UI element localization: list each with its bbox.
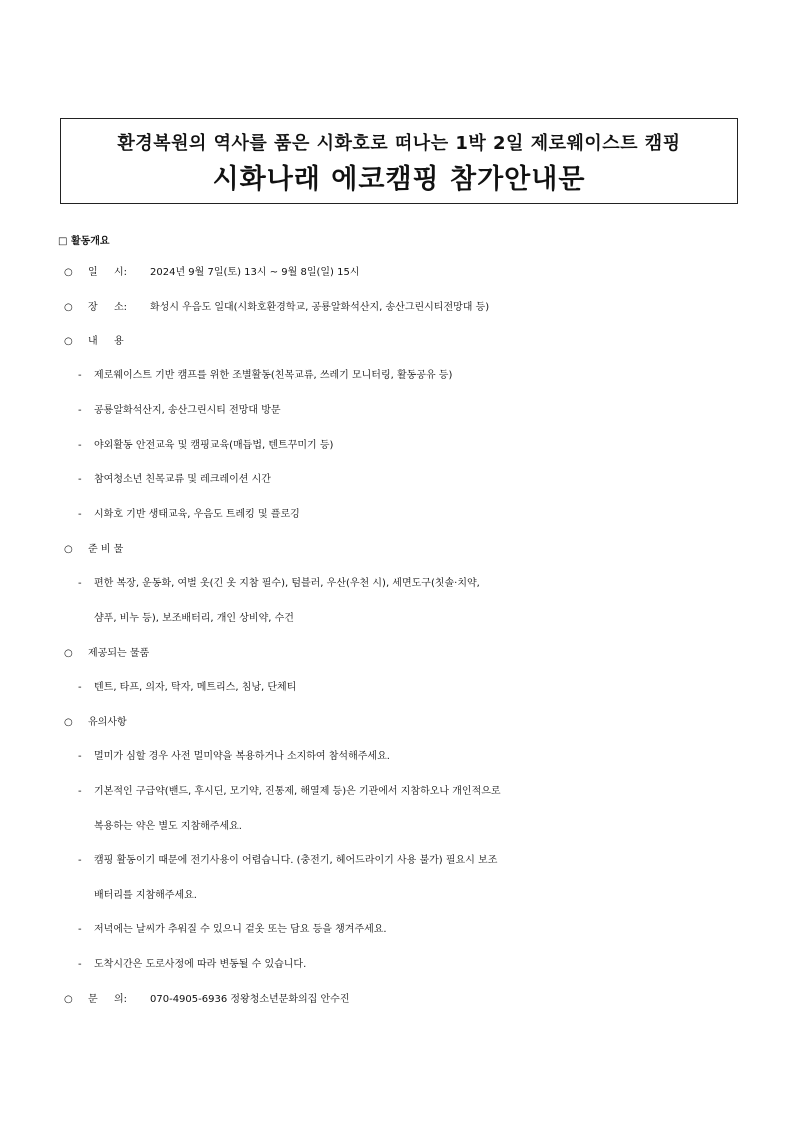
- section-activity-overview: [58, 227, 793, 257]
- provided-label: 제공되는 물품: [88, 648, 150, 659]
- item-preparation: [64, 535, 793, 565]
- item-date: [64, 258, 793, 288]
- content-text: 제로웨이스트 기반 캠프를 위한 조별활동(친목교류, 쓰레기 모니터링, 활동공유 등): [94, 370, 453, 381]
- note-line: [78, 742, 793, 772]
- content-text: 참여청소년 친목교류 및 레크레이션 시간: [94, 474, 271, 485]
- circle-bullet-icon: ○: [64, 544, 73, 555]
- content-text: 야외활동 안전교육 및 캠핑교육(매듭법, 텐트꾸미기 등): [94, 440, 334, 451]
- dash-bullet: -: [78, 440, 82, 451]
- dash-bullet: -: [78, 509, 82, 520]
- item-contact: [64, 985, 793, 1015]
- circle-bullet-icon: ○: [64, 336, 73, 347]
- item-content: [64, 327, 793, 357]
- circle-bullet-icon: ○: [64, 267, 73, 278]
- circle-bullet-icon: ○: [64, 302, 73, 313]
- provided-line: [78, 673, 793, 703]
- dash-bullet: -: [78, 751, 82, 762]
- item-place: [64, 293, 793, 323]
- title-box: [60, 118, 738, 204]
- note-text: 기본적인 구급약(밴드, 후시딘, 모기약, 진통제, 해열제 등)은 기관에서 지참하오나 개인적으로: [94, 786, 501, 797]
- content-line: [78, 465, 793, 495]
- place-label: 장 소:: [88, 302, 128, 313]
- document-title: 시화나래 에코캠핑 참가안내문: [212, 164, 586, 195]
- contact-value: 070-4905-6936 정왕청소년문화의집 안수진: [150, 994, 350, 1005]
- note-text: 저녁에는 날씨가 추워질 수 있으니 겉옷 또는 담요 등을 챙겨주세요.: [94, 924, 387, 935]
- provided-text: 텐트, 타프, 의자, 탁자, 메트리스, 침낭, 단체티: [94, 682, 297, 693]
- prep-line: [78, 569, 793, 599]
- note-line: [78, 950, 793, 980]
- note-text: 캠핑 활동이기 때문에 전기사용이 어렵습니다. (충전기, 헤어드라이기 사용 불가) 필요시 보조: [94, 855, 498, 866]
- prep-text: 편한 복장, 운동화, 여벌 옷(긴 옷 지참 필수), 텀블러, 우산(우천 시), 세면도구(칫솔·치약,: [94, 578, 480, 589]
- note-line-continued: 배터리를 지참해주세요.: [94, 890, 197, 901]
- dash-bullet: -: [78, 959, 82, 970]
- content-line: [78, 396, 793, 426]
- dash-bullet: -: [78, 474, 82, 485]
- content-label: 내 용: [88, 336, 124, 347]
- dash-bullet: -: [78, 682, 82, 693]
- dash-bullet: -: [78, 405, 82, 416]
- dash-bullet: -: [78, 786, 82, 797]
- notes-label: 유의사항: [88, 717, 127, 728]
- dash-bullet: -: [78, 855, 82, 866]
- note-line: [78, 777, 793, 807]
- circle-bullet-icon: ○: [64, 717, 73, 728]
- prep-line-continued: 샴푸, 비누 등), 보조배터리, 개인 상비약, 수건: [94, 613, 294, 624]
- prep-label: 준 비 물: [88, 544, 124, 555]
- circle-bullet-icon: ○: [64, 648, 73, 659]
- note-line: [78, 846, 793, 876]
- date-value: 2024년 9월 7일(토) 13시 ~ 9월 8일(일) 15시: [150, 267, 360, 278]
- place-value: 화성시 우음도 일대(시화호환경학교, 공룡알화석산지, 송산그린시티전망대 등): [150, 302, 490, 313]
- dash-bullet: -: [78, 370, 82, 381]
- date-label: 일 시:: [88, 267, 128, 278]
- dash-bullet: -: [78, 924, 82, 935]
- document-subtitle: 환경복원의 역사를 품은 시화호로 떠나는 1박 2일 제로웨이스트 캠핑: [117, 133, 681, 154]
- note-line: [78, 915, 793, 945]
- checkbox-square-icon: □: [58, 236, 68, 247]
- content-line: [78, 431, 793, 461]
- note-text: 멀미가 심할 경우 사전 멀미약을 복용하거나 소지하여 참석해주세요.: [94, 751, 390, 762]
- content-text: 시화호 기반 생태교육, 우음도 트레킹 및 플로깅: [94, 509, 300, 520]
- item-provided: [64, 639, 793, 669]
- content-line: [78, 361, 793, 391]
- note-text: 도착시간은 도로사정에 따라 변동될 수 있습니다.: [94, 959, 307, 970]
- dash-bullet: -: [78, 578, 82, 589]
- circle-bullet-icon: ○: [64, 994, 73, 1005]
- item-notes: [64, 708, 793, 738]
- contact-label: 문 의:: [88, 994, 128, 1005]
- section-title: 활동개요: [70, 236, 110, 247]
- content-text: 공룡알화석산지, 송산그린시티 전망대 방문: [94, 405, 281, 416]
- note-line-continued: 복용하는 약은 별도 지참해주세요.: [94, 821, 242, 832]
- content-line: [78, 500, 793, 530]
